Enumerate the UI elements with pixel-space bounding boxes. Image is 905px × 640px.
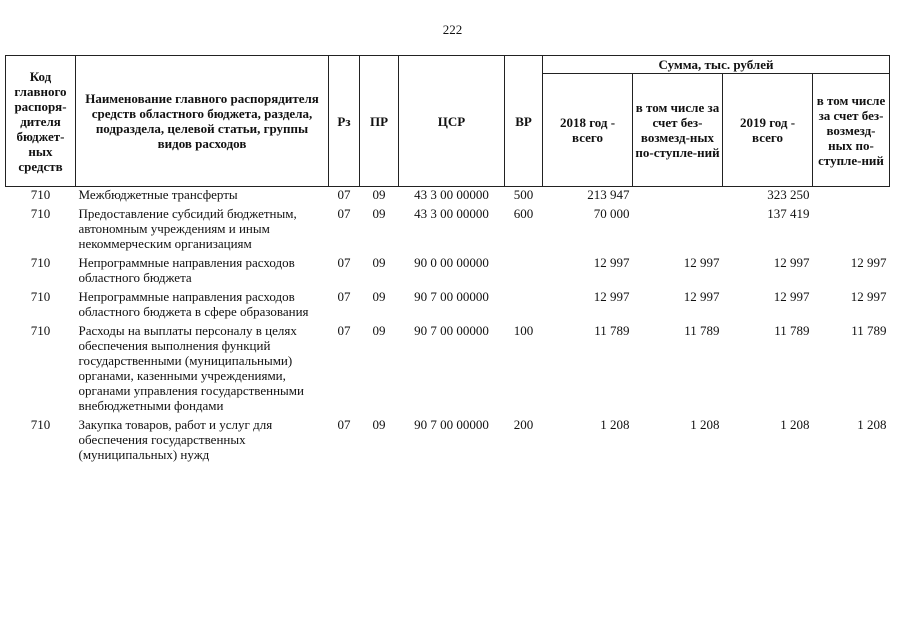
cell-2019-total: 323 250 (767, 187, 810, 202)
header-vr: ВР (505, 56, 543, 187)
table-body (6, 187, 890, 467)
cell-2019-gratuitous (813, 206, 890, 255)
cell-csr: 90 7 00 00000 (414, 417, 489, 432)
cell-vr (505, 289, 543, 323)
cell-rz: 07 (337, 187, 351, 202)
cell-name: Расходы на выплаты персоналу в целях обеспечения выполнения функций государственными (муниципальными) органами, казенными учреждениями, органами управления государственными внебюджетными фондами (78, 323, 304, 413)
cell-rz: 07 (337, 289, 351, 304)
cell-rz: 07 (337, 417, 351, 432)
cell-2019-total: 11 789 (774, 323, 810, 338)
cell-csr: 43 3 00 00000 (414, 187, 489, 202)
table-row (6, 417, 890, 466)
cell-vr: 600 (513, 206, 534, 221)
cell-2019-total: 12 997 (773, 289, 810, 304)
cell-2018-total: 12 997 (593, 255, 630, 270)
cell-2018-gratuitous (633, 187, 723, 207)
header-rz: Рз (329, 56, 360, 187)
cell-2019-gratuitous: 12 997 (850, 255, 887, 270)
cell-name: Предоставление субсидий бюджетным, автономным учреждениям и иным некоммерческим организациям (78, 206, 297, 251)
cell-2019-gratuitous: 11 789 (851, 323, 887, 338)
cell-pr: 09 (372, 417, 386, 432)
table-row (6, 187, 890, 207)
cell-csr: 90 7 00 00000 (414, 323, 489, 338)
header-2018-gratuitous: в том числе за счет без-возмезд-ных по-ступле-ний (633, 74, 723, 187)
cell-2019-total: 12 997 (773, 255, 810, 270)
table-row (6, 255, 890, 289)
cell-2018-gratuitous: 1 208 (690, 417, 720, 432)
header-csr: ЦСР (399, 56, 505, 187)
cell-vr: 100 (513, 323, 534, 338)
page-number: 222 (442, 22, 463, 37)
cell-code: 710 (30, 206, 51, 221)
cell-2018-total: 213 947 (587, 187, 630, 202)
cell-csr: 43 3 00 00000 (414, 206, 489, 221)
cell-2018-total: 11 789 (594, 323, 630, 338)
cell-name: Закупка товаров, работ и услуг для обеспечения государственных (муниципальных) нужд (78, 417, 273, 462)
cell-code: 710 (30, 323, 51, 338)
table-header (6, 56, 890, 187)
cell-pr: 09 (372, 323, 386, 338)
cell-code: 710 (30, 187, 51, 202)
cell-2018-total: 1 208 (600, 417, 630, 432)
header-pr: ПР (360, 56, 399, 187)
cell-2018-gratuitous: 12 997 (683, 289, 720, 304)
table-row (6, 289, 890, 323)
cell-code: 710 (30, 289, 51, 304)
cell-2018-total: 70 000 (593, 206, 630, 221)
cell-vr: 500 (513, 187, 534, 202)
cell-vr: 200 (513, 417, 534, 432)
cell-2019-gratuitous: 12 997 (850, 289, 887, 304)
header-2019-total: 2019 год - всего (723, 74, 813, 187)
header-2019-gratuitous: в том числе за счет без-возмезд-ных по-ступле-ний (813, 74, 890, 187)
budget-table (5, 55, 890, 466)
table-row (6, 323, 890, 417)
cell-pr: 09 (372, 187, 386, 202)
cell-rz: 07 (337, 206, 351, 221)
cell-2019-gratuitous (813, 187, 890, 207)
cell-rz: 07 (337, 323, 351, 338)
cell-csr: 90 0 00 00000 (414, 255, 489, 270)
cell-code: 710 (30, 417, 51, 432)
cell-2019-gratuitous: 1 208 (857, 417, 887, 432)
cell-name: Межбюджетные трансферты (78, 187, 238, 202)
cell-pr: 09 (372, 255, 386, 270)
cell-pr: 09 (372, 206, 386, 221)
cell-2019-total: 1 208 (780, 417, 810, 432)
cell-rz: 07 (337, 255, 351, 270)
header-sum: Сумма, тыс. рублей (543, 56, 890, 74)
cell-2018-gratuitous: 12 997 (683, 255, 720, 270)
header-2018-total: 2018 год - всего (543, 74, 633, 187)
cell-name: Непрограммные направления расходов областного бюджета в сфере образования (78, 289, 309, 319)
cell-vr (505, 255, 543, 289)
header-code: Код главного распоря-дителя бюджет-ных средств (6, 56, 76, 187)
table-row (6, 206, 890, 255)
cell-2018-total: 12 997 (593, 289, 630, 304)
cell-csr: 90 7 00 00000 (414, 289, 489, 304)
cell-2018-gratuitous: 11 789 (684, 323, 720, 338)
cell-2018-gratuitous (633, 206, 723, 255)
cell-pr: 09 (372, 289, 386, 304)
cell-2019-total: 137 419 (767, 206, 810, 221)
header-name: Наименование главного распорядителя средств областного бюджета, раздела, подраздела, целевой статьи, группы видов расходов (76, 56, 329, 187)
cell-name: Непрограммные направления расходов областного бюджета (78, 255, 295, 285)
cell-code: 710 (30, 255, 51, 270)
